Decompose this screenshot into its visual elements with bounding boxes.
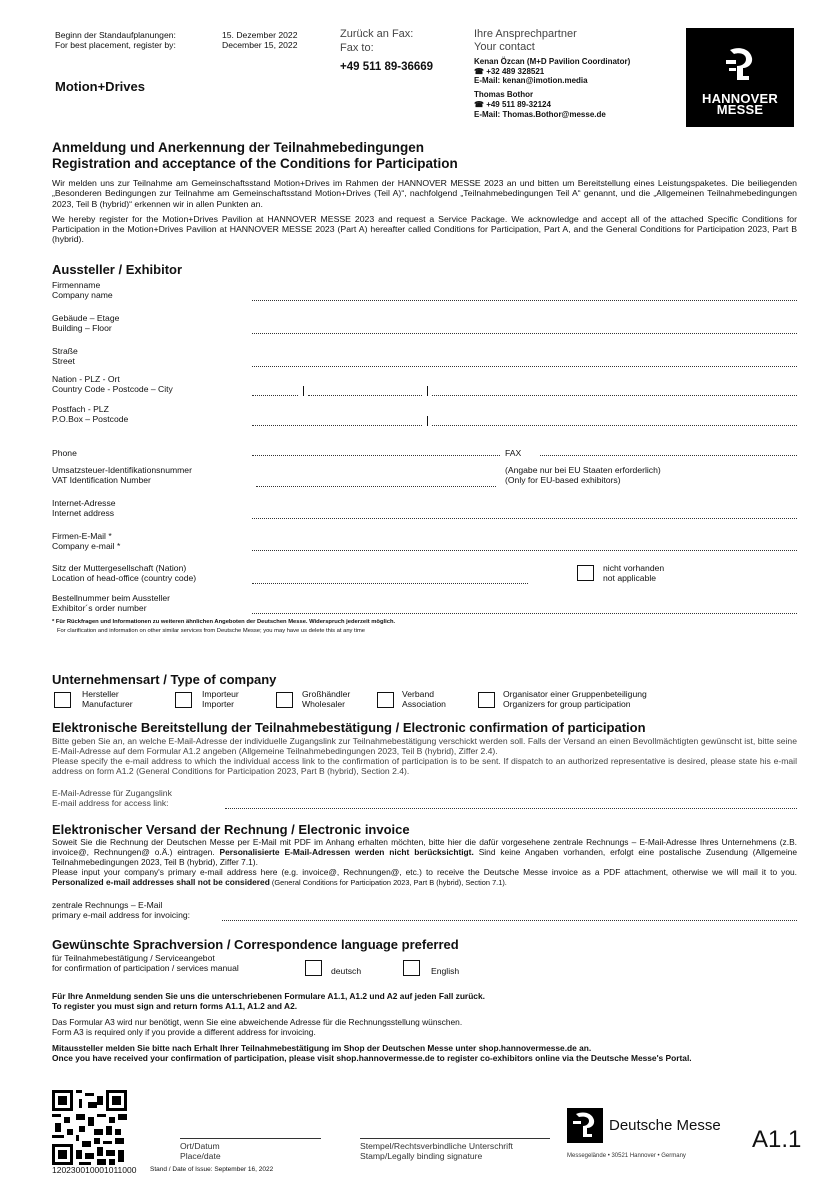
city-field[interactable] [432,395,797,396]
planning-start-dates [222,30,332,50]
electronic-invoice-heading: Elektronischer Versand der Rechnung / Electronic invoice [52,822,410,837]
planning-start-date-en: December 15, 2022 [222,40,298,51]
phone-field[interactable] [252,455,500,456]
planning-start-labels [55,30,225,50]
importer-label: Importeur Importer [202,689,239,710]
form-code: A1.1 [752,1126,802,1153]
hermes-head-icon [567,1108,603,1143]
access-link-label: E-Mail-Adresse für Zugangslink E-mail address for access link: [52,788,172,809]
electronic-confirmation-text: Bitte geben Sie an, an welche E-Mail-Adresse der individuelle Zugangslink zur Teilnahmebestätigung verschickt werden soll. Falls der Versand an einen Bevollmächtigten gewünscht ist, bitte seine E-Mail-Adresse auf dem Formular A1.2 angeben (Allgemeine Teilnahmebedingungen 2023, Teil B (hybrid), Ziffer 2.4). Please specify the e-mail address to which the individual access link to the confirmation of participation is to be sent. If dispatch to an authorized representative is desired, please state his e-mail address on form A1.2 (General Conditions for Participation 2023, Part B (hybrid), Section 2.4). [52,736,797,777]
pobox-postcode-field[interactable] [432,425,797,426]
internet-field[interactable] [252,518,797,519]
language-english-checkbox[interactable] [403,960,420,976]
fax-field[interactable] [540,455,797,456]
contact-phone: ☎ +32 489 328521 [474,66,545,76]
order-number-label: Bestellnummer beim Aussteller Exhibitor´s order number [52,593,170,614]
order-number-field[interactable] [252,613,797,614]
planning-start-label-de: Beginn der Standaufplanungen: [55,30,176,40]
fax-number: +49 511 89-36669 [340,60,434,73]
barcode-number: 120230010001011000 [52,1165,137,1175]
association-label: Verband Association [402,689,446,710]
contact-label-en: Your contact [474,41,535,54]
contact-label-de: Ihre Ansprechpartner [474,28,577,40]
instructions: Für Ihre Anmeldung senden Sie uns die unterschriebenen Formulare A1.1, A1.2 und A2 auf jeden Fall zurück. To register you must sign and return forms A1.1, A1.2 and A2. Das Formular A3 wird nur benötigt, wenn Sie eine abweichende Adresse für die Rechnungsstellung wünschen. Form A3 is required only if you provide a different address for invoicing. Mitaussteller melden Sie bitte nach Erhalt Ihrer Teilnahmebestätigung im Shop der Deutschen Messe unter shop.hannovermesse.de an. Once you have received your confirmation of participation, please visit shop.hannovermesse.de to register co-exhibitors online via the Deutsche Messe's Portal. [52,991,692,1063]
association-checkbox[interactable] [377,692,394,708]
fax-label-en: Fax to: [340,41,374,54]
page-title [52,140,797,172]
postcode-field[interactable] [308,395,422,396]
language-heading: Gewünschte Sprachversion / Correspondence language preferred [52,937,459,952]
deutsche-messe-logo-text: Deutsche Messe [609,1117,721,1134]
footnote-en: For clarification and information on other similar services from Deutsche Messe; you may have us delete this at any time [57,627,366,634]
not-applicable-label: nicht vorhanden not applicable [603,563,665,584]
building-label: Gebäude – Etage Building – Floor [52,313,120,334]
invoice-email-label: zentrale Rechnungs – E-Mail primary e-mail address for invoicing: [52,900,191,921]
building-field[interactable] [252,333,797,334]
headoffice-label: Sitz der Muttergesellschaft (Nation) Location of head-office (country code) [52,563,197,584]
language-german-label: deutsch [331,966,362,976]
exhibitor-heading: Aussteller / Exhibitor [52,262,183,277]
date-signature-line[interactable] [180,1138,321,1139]
vat-note: (Angabe nur bei EU Staaten erforderlich) (Only for EU-based exhibitors) [505,465,661,486]
date-label: Ort/Datum Place/date [180,1141,221,1162]
manufacturer-checkbox[interactable] [54,692,71,708]
contact-secondary [474,90,686,119]
company-name-field[interactable] [252,300,797,301]
contact-block [474,28,686,119]
contact-email[interactable]: E-Mail: Thomas.Bothor@messe.de [474,109,606,119]
fax-block [340,28,433,74]
intro-de: Wir melden uns zur Teilnahme am Gemeinschaftsstand Motion+Drives im Rahmen der HANNOVER MESSE 2023 an und bitten um Bereitstellung eines Leistungspaketes. Die beiliegenden „Besonderen Bedingungen zur Teilnahme am Gemeinschaftsstand Motion+Drives (Teil A)“, nachfolgend „Teilnahmebedingungen Teil A“ genannt, und die „Allgemeinen Teilnahmebedingungen 2023, Teil B (hybrid)“ erkennen wir in allen Punkten an. [52,178,797,209]
headoffice-field[interactable] [252,583,528,584]
program-title: Motion+Drives [55,79,145,94]
stamp-signature-line[interactable] [360,1138,550,1139]
pobox-label: Postfach - PLZ P.O.Box – Postcode [52,404,129,425]
intro-en: We hereby register for the Motion+Drives Pavilion at HANNOVER MESSE 2023 and request a Service Package. We acknowledge and accept all of the attached Specific Conditions for Participation in the Motion+Drives Pavilion at HANNOVER MESSE 2023 (Part A) hereafter called Conditions for Participation, Part A, and the General Conditions for Participation 2023, Part B (hybrid). [52,213,797,245]
contact-phone: ☎ +49 511 89-32124 [474,99,551,109]
fax-field-label: FAX [505,448,522,458]
qr-code [52,1090,127,1165]
hermes-head-icon [722,46,758,88]
footnote [52,618,395,635]
deutsche-messe-address: Messegelände • 30521 Hannover • Germany [567,1153,686,1159]
nation-label: Nation - PLZ - Ort Country Code - Postcode – City [52,374,173,395]
contact-primary [474,57,686,86]
separator [303,386,304,396]
language-english-label: English [431,966,460,976]
company-email-field[interactable] [252,550,797,551]
separator [427,416,428,426]
stamp-label: Stempel/Rechtsverbindliche Unterschrift Stamp/Legally binding signature [360,1141,513,1162]
wholesaler-label: Großhändler Wholesaler [302,689,351,710]
page-title-de: Anmeldung und Anerkennung der Teilnahmebedingungen [52,140,425,155]
street-field[interactable] [252,366,797,367]
country-code-field[interactable] [252,395,298,396]
contact-email[interactable]: E-Mail: kenan@imotion.media [474,76,588,86]
language-german-checkbox[interactable] [305,960,322,976]
footnote-de: * Für Rückfragen und Informationen zu weiteren ähnlichen Angeboten der Deutschen Messe. Widerspruch jederzeit möglich. [52,619,396,625]
page-title-en: Registration and acceptance of the Conditions for Participation [52,155,458,171]
electronic-confirmation-heading: Elektronische Bereitstellung der Teilnahmebestätigung / Electronic confirmation of participation [52,720,646,735]
access-link-email-field[interactable] [225,808,797,809]
language-label: für Teilnahmebestätigung / Serviceangebot for confirmation of participation / services manual [52,953,239,974]
contact-name: Kenan Özcan (M+D Pavilion Coordinator) [474,56,631,66]
manufacturer-label: Hersteller Manufacturer [82,689,133,710]
vat-label: Umsatzsteuer-Identifikationsnummer VAT Identification Number [52,465,192,486]
electronic-invoice-text: Soweit Sie die Rechnung der Deutschen Messe per E-Mail mit PDF im Anhang erhalten möchten, bitte hier die dafür vorgesehene zentrale Rechnungs – E-Mail-Adresse Ihres Unternehmens (z.B. invoice@, Rechnungen@ o.Ä.) eintragen. Personalisierte E-Mail-Adressen werden nicht berücksichtigt. Sind keine Angaben vorhanden, erfolgt eine postalische Zusendung (Allgemeine Teilnahmebedingungen 2023, Teil B (hybrid), Ziffer 7.1). Please input your company's primary e-mail address here (e.g. invoice@, Rechnungen@, etc.) to receive the Deutsche Messe invoice as a PDF attachment, otherwise we will mail it to you. Personalized e-mail addresses shall not be considered (General Conditions for Participation 2023, Part B (hybrid), Section 7.1). [52,837,797,887]
group-organizer-checkbox[interactable] [478,692,495,708]
company-type-heading: Unternehmensart / Type of company [52,672,277,687]
planning-start-date-de: 15. Dezember 2022 [222,30,298,40]
company-name-label: Firmenname Company name [52,280,113,301]
invoice-email-field[interactable] [222,920,797,921]
issue-date: Stand / Date of Issue: September 16, 2022 [150,1166,274,1173]
deutsche-messe-logo-icon [567,1108,603,1143]
not-applicable-checkbox[interactable] [577,565,594,581]
intro-text [52,178,797,245]
pobox-field[interactable] [252,425,422,426]
phone-label: Phone [52,448,77,458]
logo-text: HANNOVER MESSE [702,91,778,117]
separator [427,386,428,396]
planning-start-label-en: For best placement, register by: [55,40,176,51]
fax-label-de: Zurück an Fax: [340,28,414,40]
internet-label: Internet-Adresse Internet address [52,498,116,519]
group-organizer-label: Organisator einer Gruppenbeteiligung Organizers for group participation [503,689,647,710]
company-email-label: Firmen-E-Mail * Company e-mail * [52,531,121,552]
contact-name: Thomas Bothor [474,90,534,100]
importer-checkbox[interactable] [175,692,192,708]
hannover-messe-logo [686,28,794,127]
wholesaler-checkbox[interactable] [276,692,293,708]
vat-field[interactable] [256,486,496,487]
street-label: Straße Street [52,346,78,367]
